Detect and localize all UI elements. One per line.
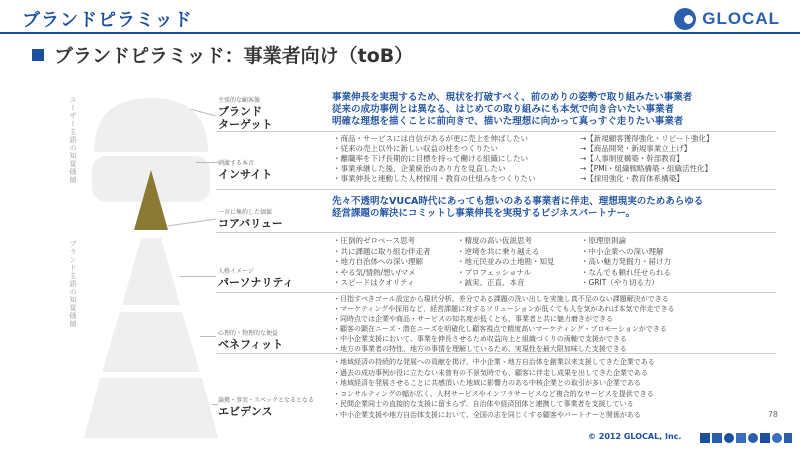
side-label-top: ユーザー主語の知覚価値 bbox=[69, 96, 77, 184]
list-item: ・地域経済の持続的な発展への貢献を掲げ、中小企業・地方自治体を創業以来支援してきた企業である bbox=[333, 358, 655, 366]
connector-insight bbox=[196, 162, 218, 163]
section-label-big: パーソナリティ bbox=[218, 276, 294, 289]
slide-title bbox=[32, 41, 413, 68]
section-divider bbox=[216, 189, 776, 190]
section-divider bbox=[216, 292, 776, 293]
side-label-bottom: ブランド主語の知覚価値 bbox=[69, 240, 77, 328]
list-item: ・過去の成功事例が役に立たない未曾有の不景気時でも、顧客に伴走し成果を出してきた企業である bbox=[333, 368, 648, 377]
pyramid-tier-personality bbox=[122, 238, 180, 305]
benefit-list bbox=[333, 294, 675, 354]
section-label-big: コアバリュー bbox=[218, 217, 283, 230]
list-item: ・従来の売上以外に新しい収益の柱をつくりたい bbox=[333, 144, 498, 153]
section-divider bbox=[216, 232, 776, 233]
section-label-big: インサイト bbox=[218, 168, 273, 181]
personality-item: ・逆境を共に乗り越える bbox=[457, 246, 540, 256]
list-item: ・同時点では企業や商品・サービスの知名度が低くとも、事業者と共に魅力磨きができる bbox=[333, 315, 613, 323]
section-label-big: エビデンス bbox=[218, 405, 273, 418]
list-item: ・商品・サービスには自信があるが更に売上を伸ばしたい bbox=[333, 134, 528, 143]
section-label-small: 一言に集約した価値 bbox=[218, 209, 273, 216]
insight-arrow-list bbox=[580, 134, 713, 184]
list-item: ・顧客の顕在ニーズ・潜在ニーズを明確化し顧客視点で精度高いマーケティング・プロモーションができる bbox=[333, 325, 667, 333]
pyramid-dome bbox=[94, 98, 208, 152]
personality-item: ・なんでも頼れ任せられる bbox=[581, 267, 671, 277]
header-rule bbox=[0, 32, 800, 34]
list-item: ・地方の事業者の特性、地方の事情を理解しているため、実現性を最大限加味した支援できる bbox=[333, 345, 627, 353]
personality-item: ・原理原則論 bbox=[581, 236, 626, 245]
personality-item: ・共に課題に取り組む伴走者 bbox=[333, 246, 431, 256]
section-label-brand-target bbox=[218, 95, 273, 131]
section-label-small: 刺激する本音 bbox=[218, 160, 255, 167]
section-label-insight bbox=[218, 158, 272, 181]
personality-item: ・地方自治体への深い理解 bbox=[333, 257, 423, 266]
section-label-small: 心理的・物理的な便益 bbox=[218, 330, 279, 337]
section-divider bbox=[216, 131, 776, 132]
connector-benefit bbox=[200, 336, 216, 337]
connector-personality bbox=[180, 276, 216, 277]
slide-title-text: ブランドピラミッド：事業者向け（toB） bbox=[54, 45, 414, 67]
list-item: →【採用強化・教育体系構築】 bbox=[580, 174, 684, 183]
insight-list bbox=[333, 134, 536, 184]
logo-text: GLOCAL bbox=[702, 9, 780, 28]
personality-item: ・中小企業への深い理解 bbox=[581, 246, 664, 256]
section-divider bbox=[216, 353, 776, 354]
logo bbox=[674, 8, 780, 30]
brand-target-line: 従来の成功事例とは異なる、はじめての取り組みにも本気で向き合いたい事業者 bbox=[332, 104, 675, 115]
list-item: ・離職率を下げ長期的に目標を持って働ける組織にしたい bbox=[333, 154, 528, 163]
section-label-small: 主張的な顧客像 bbox=[218, 97, 261, 104]
personality-item: ・GRIT（やり切る力） bbox=[581, 278, 659, 287]
personality-item: ・誠実、正直、本音 bbox=[457, 278, 525, 287]
personality-item: ・スピードはクオリティ bbox=[333, 278, 415, 287]
section-label-core-value bbox=[218, 207, 283, 230]
section-label-benefit bbox=[218, 328, 283, 351]
list-item: ・コンサルティングの幅が広く、人材サービスやインフラサービスなど複合的なサービスを提供できる bbox=[333, 389, 654, 398]
list-item: ・地域経済を発展させることに共感頂いた地域に影響力のある中核企業との取引が多い企業である bbox=[333, 379, 641, 387]
personality-item: ・高い魅力発掘力・届け力 bbox=[581, 257, 671, 266]
core-value-text bbox=[332, 196, 703, 220]
list-item: ・事業承継した後、企業統治のあり方を見直したい bbox=[333, 164, 506, 173]
pyramid-tier-evidence bbox=[84, 378, 218, 438]
square-bullet-icon bbox=[32, 49, 44, 61]
list-item: ・目指すべきゴール設定から現状分析、差分である課題の洗い出しを実施し真不足のない課題解決ができる bbox=[333, 295, 669, 303]
glocal-logo-icon bbox=[674, 8, 696, 30]
core-value-line: 経営課題の解決にコミットし事業伸長を実現するビジネスパートナー。 bbox=[332, 208, 636, 219]
evidence-list bbox=[333, 357, 655, 420]
brand-target-line: 明確な理想を描くことに前向きで、描いた理想に向かって真っすぐ走りたい事業者 bbox=[332, 116, 684, 127]
personality-grid bbox=[333, 236, 721, 289]
brand-target-text bbox=[332, 92, 692, 128]
list-item: →【人事制度構築・幹部教育】 bbox=[580, 154, 684, 163]
list-item: ・中小企業支援において、事業を伸長させるため収益向上と組織づくりの両軸で支援ができる bbox=[333, 335, 627, 343]
list-item: →【商品開発・新規事業立上げ】 bbox=[580, 144, 692, 153]
list-item: ・事業伸長と連動した人材採用・教育の仕組みをつくりたい bbox=[333, 174, 536, 183]
personality-item: ・やる気/情熱/想い/マメ bbox=[333, 267, 416, 277]
footer-decoration-icon bbox=[700, 430, 792, 446]
pyramid-tier-benefit bbox=[102, 312, 200, 372]
section-label-small: 論拠・事実・スペックとなるとなる bbox=[218, 397, 315, 404]
section-label-evidence bbox=[218, 395, 314, 418]
copyright: © 2012 GLOCAL, Inc. bbox=[588, 432, 682, 441]
list-item: ・中小企業支援や地方自治体支援において、全国の志を同じくする顧客やパートナーと関係がある bbox=[333, 410, 641, 419]
page-number: 78 bbox=[767, 410, 778, 419]
brand-target-line: 事業伸長を実現するため、現状を打破すべく、前のめりの姿勢で取り組みたい事業者 bbox=[332, 92, 693, 103]
header-title: ブランドピラミッド bbox=[22, 10, 193, 31]
section-label-line2: ターゲット bbox=[218, 118, 273, 131]
list-item: →【PMI・組織戦略構築・組織活性化】 bbox=[580, 164, 712, 173]
personality-item: ・圧倒的ゼロベース思考 bbox=[333, 236, 416, 245]
section-label-small: 人格イメージ bbox=[218, 268, 254, 275]
section-label-big: ベネフィット bbox=[218, 338, 284, 351]
list-item: ・マーケティングや採用など、経営課題に対するソリューションが低くても人を気があれば本気で伴走できる bbox=[333, 305, 675, 313]
personality-item: ・地元民並みの土地勘・知見 bbox=[457, 257, 555, 266]
section-label-personality bbox=[218, 266, 293, 289]
section-label-line1: ブランド bbox=[218, 105, 262, 118]
personality-item: ・プロフェッショナル bbox=[457, 267, 532, 277]
personality-item: ・精度の高い仮説思考 bbox=[457, 236, 532, 245]
list-item: →【新規顧客獲得強化・リピート強化】 bbox=[580, 134, 714, 143]
core-value-line: 先々不透明なVUCA時代にあっても想いのある事業者に伴走、理想現実のためあらゆる bbox=[332, 196, 704, 207]
pyramid-graphic bbox=[76, 90, 226, 450]
list-item: ・民間企業同士の直接的な支援に留まらず、自治体や経済団体と連携して事業者を支援している bbox=[333, 400, 634, 408]
